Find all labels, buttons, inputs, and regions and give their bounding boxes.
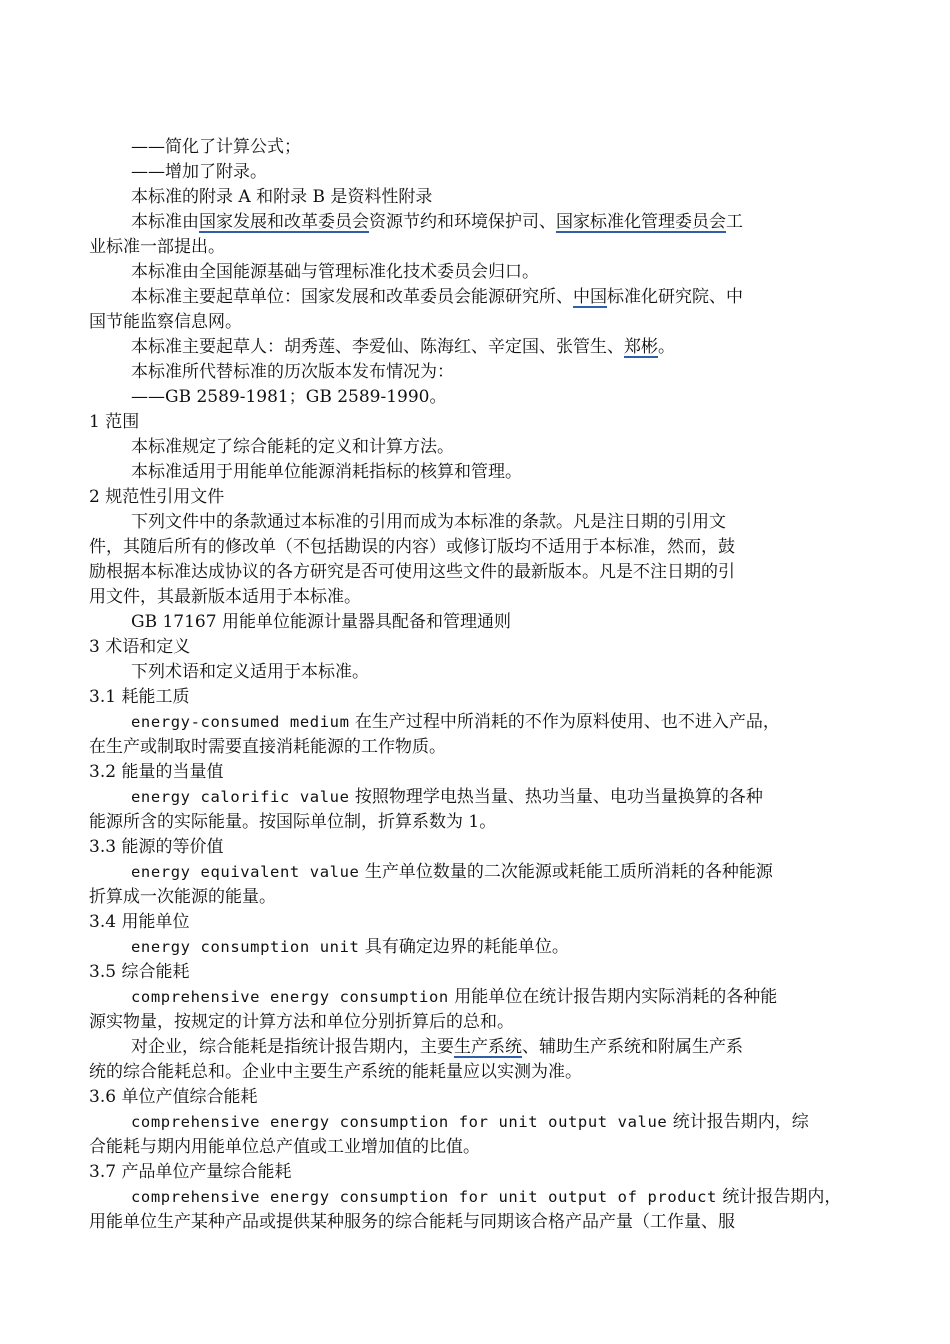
definition-text [131, 985, 777, 1009]
paragraph-text: 用能单位生产某种产品或提供某种服务的综合能耗与同期该合格产品产量（工作量、服 [89, 1212, 735, 1232]
doc-line [0, 210, 950, 235]
paragraph-text: 源实物量，按规定的计算方法和单位分别折算后的总和。 [89, 1012, 514, 1032]
definition-run: 按照物理学电热当量、热功当量、电功当量换算的各种 [354, 787, 763, 807]
reference-text: GB 17167 用能单位能源计量器具配备和管理通则 [131, 612, 511, 632]
doc-line [0, 385, 950, 410]
term-heading: 3.2 能量的当量值 [89, 762, 224, 782]
english-term: comprehensive energy consumption for unit output value [131, 1113, 668, 1131]
definition-text [131, 1110, 809, 1134]
doc-line [0, 510, 950, 535]
text-run: 、辅助生产系统和附属生产系 [522, 1037, 743, 1057]
doc-line [0, 360, 950, 385]
english-term: energy-consumed medium [131, 713, 350, 731]
term-heading: 3.3 能源的等价值 [89, 837, 224, 857]
doc-line [0, 860, 950, 885]
definition-text [131, 710, 780, 734]
doc-line [0, 1060, 950, 1085]
term-heading: 3.4 用能单位 [89, 912, 190, 932]
term-heading: 3.1 耗能工质 [89, 687, 190, 707]
paragraph-text: 本标准适用于用能单位能源消耗指标的核算和管理。 [131, 462, 522, 482]
paragraph-text: 本标准由全国能源基础与管理标准化技术委员会归口。 [131, 262, 539, 282]
doc-line [0, 935, 950, 960]
paragraph-text: 用文件，其最新版本适用于本标准。 [89, 587, 361, 607]
definition-run: 统计报告期内， [722, 1187, 842, 1207]
doc-line [0, 760, 950, 785]
definition-text [131, 860, 773, 884]
term-heading: 3.6 单位产值综合能耗 [89, 1087, 258, 1107]
doc-line [0, 985, 950, 1010]
paragraph-text: 业标准一部提出。 [89, 237, 225, 257]
bullet-text: ——简化了计算公式； [131, 137, 301, 157]
doc-line [0, 810, 950, 835]
doc-line [0, 635, 950, 660]
underlined-org: 中国 [573, 287, 607, 307]
definition-run: 生产单位数量的二次能源或耗能工质所消耗的各种能源 [364, 862, 773, 882]
doc-line [0, 960, 950, 985]
paragraph-text [131, 210, 743, 234]
doc-line [0, 185, 950, 210]
bullet-text: ——GB 2589-1981；GB 2589-1990。 [131, 387, 447, 407]
doc-line [0, 1010, 950, 1035]
definition-text [131, 1185, 841, 1209]
doc-line [0, 410, 950, 435]
text-run: 工 [726, 212, 743, 232]
paragraph-text [131, 1035, 743, 1059]
doc-line [0, 1210, 950, 1235]
doc-line [0, 660, 950, 685]
doc-line [0, 685, 950, 710]
text-run: 标准化研究院、中 [607, 287, 743, 307]
term-heading: 3.5 综合能耗 [89, 962, 190, 982]
text-run: 对企业，综合能耗是指统计报告期内，主要 [131, 1037, 454, 1057]
underlined-name: 郑彬 [624, 337, 658, 357]
doc-line [0, 435, 950, 460]
paragraph-text [131, 285, 743, 309]
paragraph-text: 能源所含的实际能量。按国际单位制，折算系数为 1。 [89, 812, 497, 832]
paragraph-text [131, 335, 675, 359]
doc-line [0, 135, 950, 160]
underlined-org: 国家标准化管理委员会 [556, 212, 726, 232]
doc-line [0, 710, 950, 735]
doc-line [0, 1085, 950, 1110]
doc-line [0, 835, 950, 860]
english-term: energy equivalent value [131, 863, 360, 881]
paragraph-text: 本标准规定了综合能耗的定义和计算方法。 [131, 437, 454, 457]
doc-line [0, 535, 950, 560]
doc-line [0, 1035, 950, 1060]
paragraph-text: 统的综合能耗总和。企业中主要生产系统的能耗量应以实测为准。 [89, 1062, 582, 1082]
underlined-term: 生产系统 [454, 1037, 522, 1057]
paragraph-text: 本标准所代替标准的历次版本发布情况为： [131, 362, 454, 382]
english-term: energy consumption unit [131, 938, 360, 956]
definition-run: 在生产过程中所消耗的不作为原料使用、也不进入产品， [354, 712, 780, 732]
doc-line [0, 785, 950, 810]
definition-text [131, 935, 569, 959]
doc-line [0, 610, 950, 635]
paragraph-text: 在生产或制取时需要直接消耗能源的工作物质。 [89, 737, 446, 757]
doc-line [0, 1185, 950, 1210]
doc-line [0, 335, 950, 360]
doc-line [0, 735, 950, 760]
definition-run: 统计报告期内，综 [672, 1112, 809, 1132]
doc-line [0, 235, 950, 260]
doc-line [0, 285, 950, 310]
doc-line [0, 310, 950, 335]
definition-text [131, 785, 763, 809]
paragraph-text: 件，其随后所有的修改单（不包括勘误的内容）或修订版均不适用于本标准，然而，鼓 [89, 537, 735, 557]
text-run: 本标准主要起草单位：国家发展和改革委员会能源研究所、 [131, 287, 573, 307]
doc-line [0, 160, 950, 185]
doc-line [0, 1110, 950, 1135]
text-run: 资源节约和环境保护司、 [369, 212, 556, 232]
doc-line [0, 910, 950, 935]
doc-line [0, 1135, 950, 1160]
doc-line [0, 260, 950, 285]
english-term: energy calorific value [131, 788, 350, 806]
term-heading: 3.7 产品单位产量综合能耗 [89, 1162, 292, 1182]
doc-line [0, 1160, 950, 1185]
text-run: 本标准主要起草人：胡秀莲、李爱仙、陈海红、辛定国、张管生、 [131, 337, 624, 357]
definition-run: 用能单位在统计报告期内实际消耗的各种能 [454, 987, 778, 1007]
bullet-text: ——增加了附录。 [131, 162, 267, 182]
paragraph-text: 合能耗与期内用能单位总产值或工业增加值的比值。 [89, 1137, 480, 1157]
text-run: 本标准由 [131, 212, 199, 232]
text-run: 。 [658, 337, 675, 357]
paragraph-text: 本标准的附录 A 和附录 B 是资料性附录 [131, 187, 433, 207]
english-term: comprehensive energy consumption for unit output of product [131, 1188, 717, 1206]
paragraph-text: 国节能监察信息网。 [89, 312, 242, 332]
english-term: comprehensive energy consumption [131, 988, 449, 1006]
paragraph-text: 折算成一次能源的能量。 [89, 887, 276, 907]
doc-line [0, 585, 950, 610]
definition-run: 具有确定边界的耗能单位。 [364, 937, 569, 957]
doc-line [0, 560, 950, 585]
paragraph-text: 下列术语和定义适用于本标准。 [131, 662, 369, 682]
doc-line [0, 885, 950, 910]
section-heading: 3 术语和定义 [89, 637, 191, 657]
section-heading: 2 规范性引用文件 [89, 487, 225, 507]
section-heading: 1 范围 [89, 412, 140, 432]
paragraph-text: 励根据本标准达成协议的各方研究是否可使用这些文件的最新版本。凡是不注日期的引 [89, 562, 735, 582]
doc-line [0, 460, 950, 485]
paragraph-text: 下列文件中的条款通过本标准的引用而成为本标准的条款。凡是注日期的引用文 [131, 512, 726, 532]
doc-line [0, 485, 950, 510]
underlined-org: 国家发展和改革委员会 [199, 212, 369, 232]
